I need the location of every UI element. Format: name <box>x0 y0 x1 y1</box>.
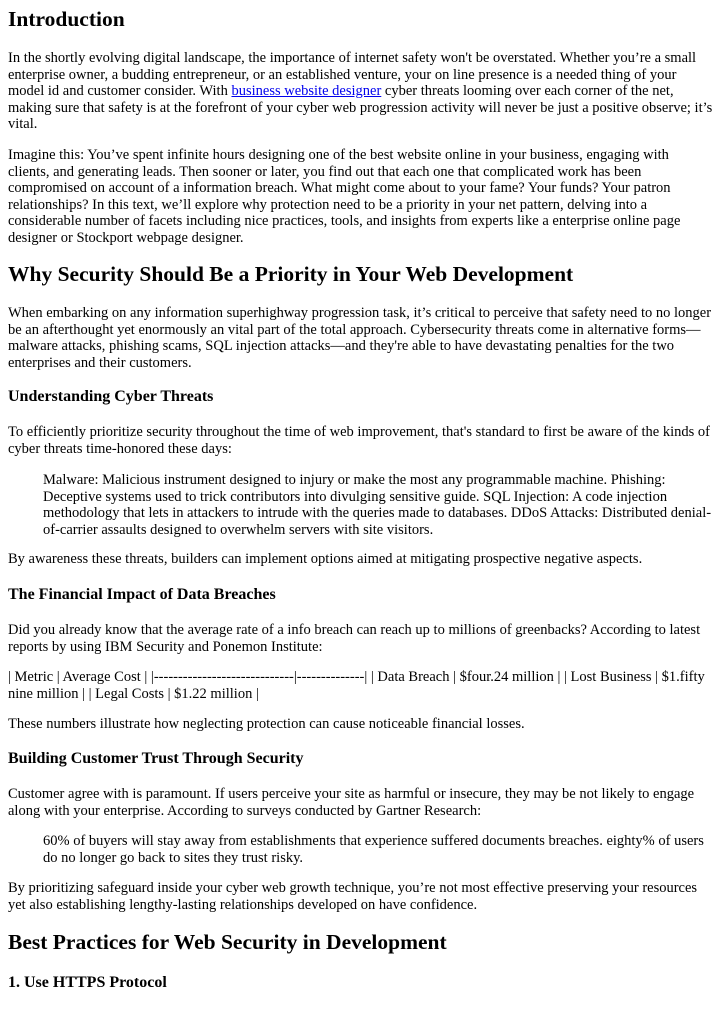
threats-list-quote: Malware: Malicious instrument designed to injury or make the most any programmable machine. Phishing: Deceptive systems used to trick contributors into divulging sensitive guide. SQL Injection: A code injection methodology that lets in attackers to intrude with the queries made to databases. DDoS Attacks: Distributed denial-of-carrier assaults designed to overwhelm servers with site visitors. <box>43 472 712 538</box>
heading-introduction: Introduction <box>8 7 125 31</box>
intro-paragraph-2: Imagine this: You’ve spent infinite hours designing one of the best website online in your business, engaging with clients, and generating leads. Then sooner or later, you find out that each one that complicated work has been compromised on account of a information breach. What might come about to your fame? Your funds? Your patron relationships? In this text, we’ll explore why protection need to be a priority in your net pattern, delving into a considerable number of facets including nice practices, tools, and insights from experts like a enterprise online page designer or Stockport webpage designer. <box>8 147 681 246</box>
heading-understanding-threats: Understanding Cyber Threats <box>8 388 214 405</box>
heading-use-https: 1. Use HTTPS Protocol <box>8 974 167 991</box>
heading-best-practices: Best Practices for Web Security in Development <box>8 930 447 954</box>
threats-paragraph-1: To efficiently prioritize security throughout the time of web improvement, that's standard to first be aware of the kinds of cyber threats time-honored these days: <box>8 424 710 457</box>
threats-paragraph-2: By awareness these threats, builders can implement options aimed at mitigating prospective negative aspects. <box>8 551 643 567</box>
intro-p1-text-before: In the shortly evolving digital landscape, the importance of internet safety won't be overstated. Whether you’re a small enterprise owner, a budding entrepreneur, or an established venture, your on line presence is a needed thing of your model id and customer consider. With <box>8 50 697 99</box>
financial-paragraph-2: These numbers illustrate how neglecting protection can cause noticeable financial losses. <box>8 716 525 732</box>
trust-paragraph-2: By prioritizing safeguard inside your cyber web growth technique, you’re not most effective preserving your resources yet also establishing lengthy-lasting relationships developed on have confidence. <box>8 880 698 913</box>
trust-paragraph-1: Customer agree with is paramount. If users perceive your site as harmful or insecure, they may be not likely to engage along with your enterprise. According to surveys conducted by Gartner Research: <box>8 786 695 819</box>
heading-why-security: Why Security Should Be a Priority in Your Web Development <box>8 262 574 286</box>
why-paragraph-1: When embarking on any information superhighway progression task, it’s critical to perceive that safety need to no longer be an afterthought yet enormously an vital part of the total approach. Cybersecurity threats come in alternative forms—malware attacks, phishing scams, SQL injection attacks—and they're able to have devastating penalties for the two enterprises and their customers. <box>8 305 712 371</box>
financial-paragraph-1: Did you already know that the average rate of a info breach can reach up to millions of greenbacks? According to latest reports by using IBM Security and Ponemon Institute: <box>8 622 701 655</box>
trust-stats-quote: 60% of buyers will stay away from establishments that experience suffered documents breaches. eighty% of users do no longer go back to sites they trust risky. <box>43 833 704 866</box>
financial-cost-table-text: | Metric | Average Cost | |-----------------------------|--------------| | Data Breach | $four.24 million | | Lost Business | $1.fifty nine million | | Legal Costs | $1.22 million | <box>8 669 705 702</box>
heading-financial-impact: The Financial Impact of Data Breaches <box>8 586 276 603</box>
business-website-designer-link[interactable]: business website designer <box>231 83 382 99</box>
intro-p1-text-after: cyber threats looming over each corner of the net, making sure that safety is at the forefront of your cyber web progression activity will never be just a positive observe; it’s vital. <box>8 83 713 132</box>
heading-customer-trust: Building Customer Trust Through Security <box>8 750 304 767</box>
intro-paragraph-1 <box>8 50 713 133</box>
